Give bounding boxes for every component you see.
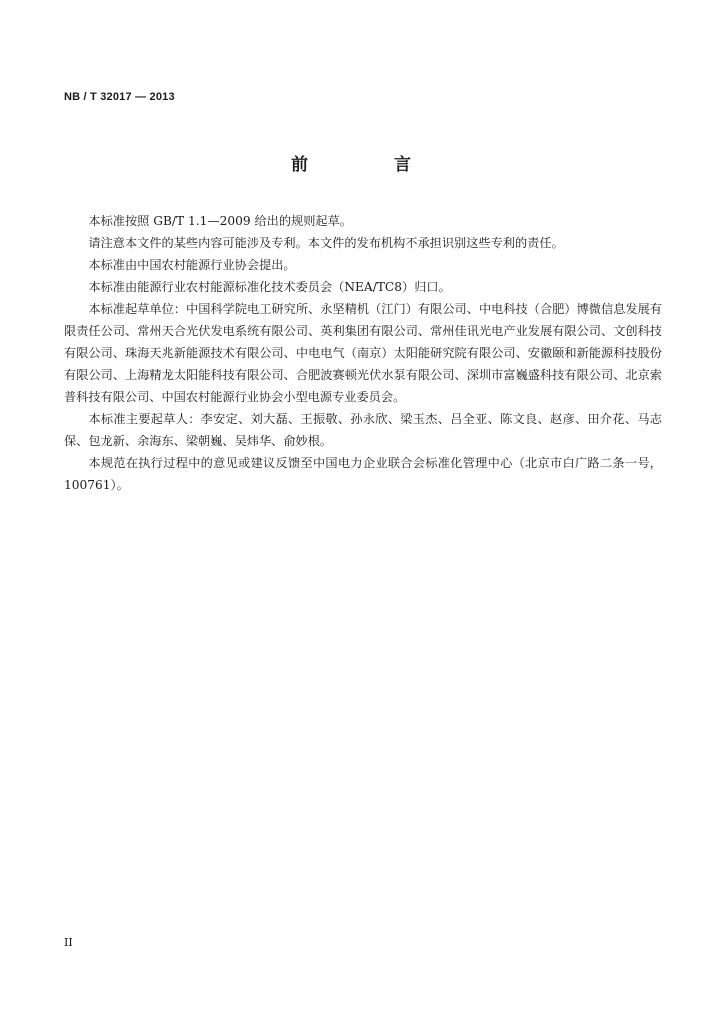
paragraph-feedback: 本规范在执行过程中的意见或建议反馈至中国电力企业联合会标准化管理中心（北京市白广路二条一号，100761）。 xyxy=(64,456,662,492)
paragraph-technical-committee: 本标准由能源行业农村能源标准化技术委员会（NEA/TC8）归口。 xyxy=(88,280,451,294)
document-code: NB / T 32017 — 2013 xyxy=(64,91,175,103)
paragraph-proposer: 本标准由中国农村能源行业协会提出。 xyxy=(88,258,296,272)
paragraph-drafters: 本标准主要起草人：李安定、刘大磊、王振敬、孙永欣、梁玉杰、吕全亚、陈文良、赵彦、田介花、马志保、包龙新、余海东、梁朝巍、吴炜华、俞妙根。 xyxy=(64,412,662,448)
foreword-body xyxy=(64,210,662,496)
paragraph-drafting-rules: 本标准按照 GB/T 1.1—2009 给出的规则起草。 xyxy=(88,214,352,228)
paragraph-drafting-units: 本标准起草单位：中国科学院电工研究所、永坚精机（江门）有限公司、中电科技（合肥）博微信息发展有限责任公司、常州天合光伏发电系统有限公司、英利集团有限公司、常州佳讯光电产业发展有限公司、文创科技有限公司、珠海天兆新能源技术有限公司、中电电气（南京）太阳能研究院有限公司、安徽颐和新能源科技股份有限公司、上海精龙太阳能科技有限公司、合肥波赛顿光伏水泵有限公司、深圳市富巍盛科技有限公司、北京索普科技有限公司、中国农村能源行业协会小型电源专业委员会。 xyxy=(64,302,662,404)
page-title: 前 言 xyxy=(291,155,451,175)
page-number: II xyxy=(64,936,73,949)
paragraph-patent-notice: 请注意本文件的某些内容可能涉及专利。本文件的发布机构不承担识别这些专利的责任。 xyxy=(88,236,564,250)
